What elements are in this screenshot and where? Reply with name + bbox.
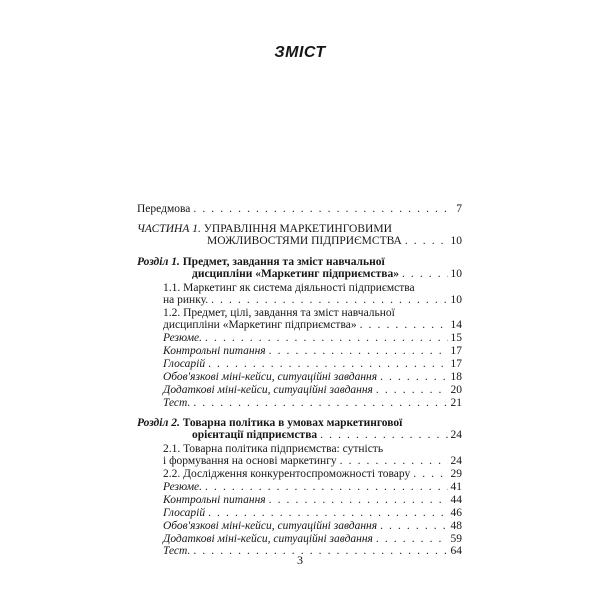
toc-entry-text: Контрольні питання <box>163 494 266 506</box>
section-title-line2: орієнтації підприємства <box>192 429 318 441</box>
toc-s2-questions <box>163 494 462 506</box>
toc-entry-text: 2.2. Дослідження конкурентоспроможності товару <box>163 468 411 480</box>
part-title-line1: УПРАВЛІННЯ МАРКЕТИНГОВИМИ <box>203 223 392 235</box>
leader-dots <box>376 533 448 545</box>
leader-dots <box>269 345 448 357</box>
toc-entry-preface <box>137 203 462 215</box>
toc-s1-questions <box>163 345 462 357</box>
toc-entry-text: Глосарій <box>163 358 206 370</box>
toc-sub-1-1-line1: 1.1. Маркетинг як система діяльності підприємства <box>163 282 415 294</box>
toc-sub-2-2 <box>163 468 462 480</box>
toc-sub-1-2-line2 <box>163 319 462 331</box>
toc-sub-1-2-line1: 1.2. Предмет, цілі, завдання та зміст навчальної <box>163 307 395 319</box>
toc-entry-text: Передмова <box>137 203 191 215</box>
toc-entry-text: Обов'язкові міні-кейси, ситуаційні завдання <box>163 520 378 532</box>
toc-sub-1-1-line2 <box>163 294 462 306</box>
toc-entry-text: Глосарій <box>163 507 206 519</box>
toc-page-number: 17 <box>450 358 462 370</box>
toc-entry-text: Контрольні питання <box>163 345 266 357</box>
toc-s2-glossary <box>163 507 462 519</box>
leader-dots <box>413 468 447 480</box>
toc-page-number: 10 <box>450 235 462 247</box>
toc-page-number: 10 <box>450 268 462 280</box>
toc-page-number: 21 <box>450 397 462 409</box>
leader-dots <box>211 294 447 306</box>
toc-page-number: 10 <box>450 294 462 306</box>
toc-page-number: 46 <box>450 507 462 519</box>
toc-sub-2-1-line1: 2.1. Товарна політика підприємства: сутність <box>163 443 384 455</box>
toc-s1-test <box>163 397 462 409</box>
toc-sub-2-1-line2 <box>163 455 462 467</box>
sub-title-line2: на ринку. <box>163 294 209 306</box>
toc-entry-text: Тест. <box>163 545 191 557</box>
leader-dots <box>208 358 447 370</box>
section-label: Розділ 2. <box>137 417 180 429</box>
leader-dots <box>205 481 447 493</box>
page-number: 3 <box>297 553 303 567</box>
leader-dots <box>405 235 448 247</box>
toc-page-number: 48 <box>450 520 462 532</box>
toc-entry-text: Тест. <box>163 397 191 409</box>
toc-page-number: 29 <box>450 468 462 480</box>
toc-page-number: 41 <box>450 481 462 493</box>
toc-s2-resume <box>163 481 462 493</box>
leader-dots <box>340 455 448 467</box>
toc-page-number: 15 <box>450 332 462 344</box>
section-title-line1: Предмет, завдання та зміст навчальної <box>182 256 385 268</box>
section-label: Розділ 1. <box>137 256 180 268</box>
toc-page-number: 59 <box>450 533 462 545</box>
toc-page-number: 20 <box>450 384 462 396</box>
toc-section1-line2 <box>192 268 462 280</box>
section-title-line1: Товарна політика в умовах маркетингової <box>182 417 403 429</box>
toc-entry-text: Додаткові міні-кейси, ситуаційні завдання <box>163 384 373 396</box>
toc-section1-line1 <box>137 256 385 268</box>
leader-dots <box>402 268 448 280</box>
leader-dots <box>360 319 448 331</box>
toc-s1-extra-cases <box>163 384 462 396</box>
toc-entry-text: Додаткові міні-кейси, ситуаційні завдання <box>163 533 373 545</box>
toc-page-number: 18 <box>450 371 462 383</box>
toc-s1-cases <box>163 371 462 383</box>
toc-section2-line1 <box>137 417 402 429</box>
toc-page-number: 44 <box>450 494 462 506</box>
leader-dots <box>208 507 447 519</box>
toc-s1-glossary <box>163 358 462 370</box>
leader-dots <box>380 520 447 532</box>
leader-dots <box>193 203 453 215</box>
leader-dots <box>205 332 447 344</box>
section-title-line2: дисципліни «Маркетинг підприємства» <box>192 268 399 280</box>
toc-section2-line2 <box>192 429 462 441</box>
toc-page-number: 14 <box>450 319 462 331</box>
toc-entry-text: Резюме. <box>163 332 203 344</box>
part-label: ЧАСТИНА 1. <box>137 223 201 235</box>
toc-s2-cases <box>163 520 462 532</box>
toc-entry-text: Обов'язкові міні-кейси, ситуаційні завдання <box>163 371 378 383</box>
sub-title-line2: дисципліни «Маркетинг підприємства» <box>163 319 357 331</box>
toc-part1-line2 <box>207 235 462 247</box>
toc-page-number: 24 <box>450 429 462 441</box>
toc-page-number: 17 <box>450 345 462 357</box>
leader-dots <box>320 429 447 441</box>
toc-s2-extra-cases <box>163 533 462 545</box>
leader-dots <box>376 384 448 396</box>
toc-page-number: 64 <box>450 545 462 557</box>
toc-part1-line1 <box>137 223 392 235</box>
toc-s1-resume <box>163 332 462 344</box>
toc-page-number: 7 <box>456 203 462 215</box>
part-title-line2: МОЖЛИВОСТЯМИ ПІДПРИЄМСТВА <box>207 235 402 247</box>
toc-entry-text: Резюме. <box>163 481 203 493</box>
toc-page-number: 24 <box>450 455 462 467</box>
leader-dots <box>269 494 448 506</box>
leader-dots <box>193 397 447 409</box>
page-title: ЗМІСТ <box>274 44 326 61</box>
sub-title-line2: і формування на основі маркетингу <box>163 455 337 467</box>
leader-dots <box>380 371 447 383</box>
